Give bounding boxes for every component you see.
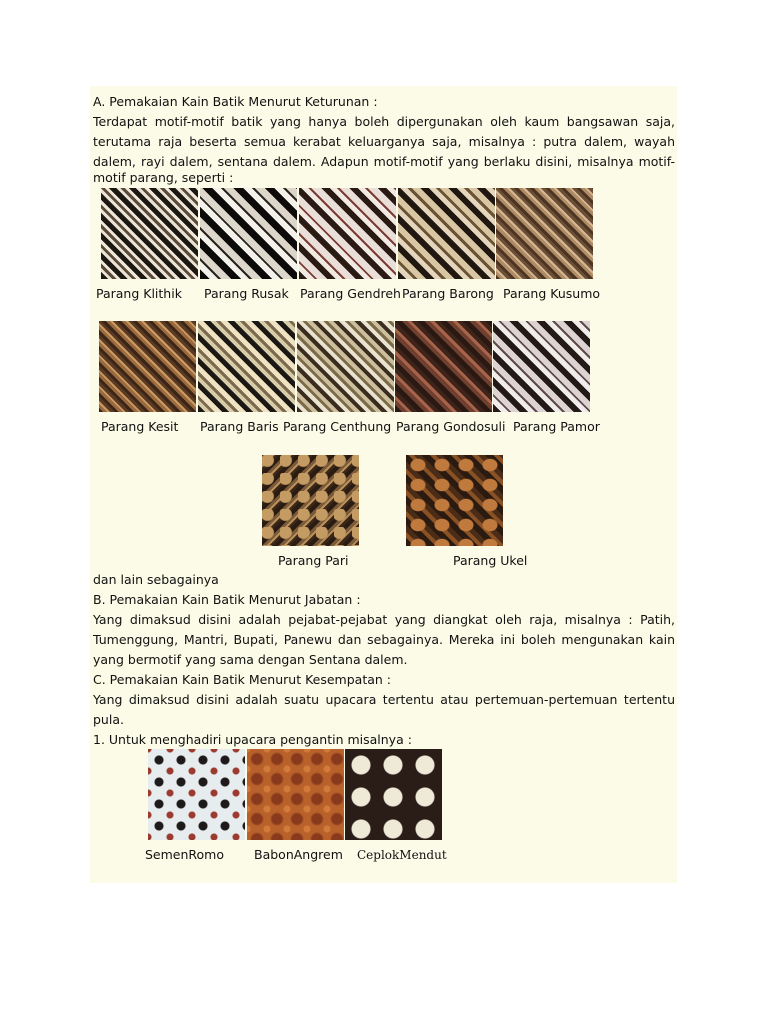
- caption-parang-baris: Parang Baris: [200, 419, 279, 434]
- section-a-line-1: Terdapat motif-motif batik yang hanya boleh dipergunakan oleh kaum bangsawan saja,: [93, 114, 675, 129]
- section-c-heading: C. Pemakaian Kain Batik Menurut Kesempatan :: [93, 672, 391, 687]
- section-b-line-1: Yang dimaksud disini adalah pejabat-pejabat yang diangkat oleh raja, misalnya : Patih,: [93, 612, 675, 627]
- batik-swatch-parang-pamor: [493, 321, 590, 412]
- caption-parang-rusak: Parang Rusak: [204, 286, 289, 301]
- caption-semen-romo: SemenRomo: [145, 847, 225, 862]
- section-c-line-1: Yang dimaksud disini adalah suatu upacara tertentu atau pertemuan-pertemuan tertentu: [93, 692, 675, 707]
- section-c-line-2: pula.: [93, 712, 124, 727]
- caption-babon-angrem: BabonAngrem: [254, 847, 343, 862]
- section-c-item-1: 1. Untuk menghadiri upacara pengantin misalnya :: [93, 732, 412, 747]
- batik-swatch-parang-ukel: [406, 455, 503, 546]
- caption-parang-barong: Parang Barong: [402, 286, 494, 301]
- caption-parang-kesit: Parang Kesit: [101, 419, 179, 434]
- batik-swatch-parang-gendreh: [299, 188, 396, 279]
- caption-parang-pamor: Parang Pamor: [513, 419, 600, 434]
- batik-swatch-parang-centhung: [297, 321, 394, 412]
- caption-parang-gondosuli: Parang Gondosuli: [396, 419, 506, 434]
- section-a-line-3: dalem, rayi dalem, sentana dalem. Adapun motif-motif yang berlaku disini, misalnya motif-: [93, 154, 675, 169]
- caption-parang-pari: Parang Pari: [278, 553, 349, 568]
- batik-swatch-parang-kesit: [99, 321, 196, 412]
- section-b-line-2: Tumenggung, Mantri, Bupati, Panewu dan sebagainya. Mereka ini boleh mengunakan kain: [93, 632, 675, 647]
- caption-ceplok-mendut: CeplokMendut: [357, 848, 447, 862]
- section-b-heading: B. Pemakaian Kain Batik Menurut Jabatan :: [93, 592, 361, 607]
- section-a-closing: dan lain sebagainya: [93, 572, 219, 587]
- caption-parang-kusumo: Parang Kusumo: [503, 286, 601, 301]
- section-a-line-2: terutama raja beserta semua kerabat keluarganya saja, misalnya : putra dalem, wayah: [93, 134, 675, 149]
- caption-parang-ukel: Parang Ukel: [453, 553, 528, 568]
- batik-swatch-parang-rusak: [200, 188, 297, 279]
- batik-swatch-parang-gondosuli: [395, 321, 492, 412]
- batik-swatch-parang-kusumo: [496, 188, 593, 279]
- caption-parang-centhung: Parang Centhung: [283, 419, 392, 434]
- batik-swatch-semen-romo: [148, 749, 245, 840]
- caption-parang-klithik: Parang Klithik: [96, 286, 182, 301]
- batik-swatch-parang-klithik: [101, 188, 198, 279]
- batik-swatch-babon-angrem: [247, 749, 344, 840]
- section-a-line-4: motif parang, seperti :: [93, 170, 234, 185]
- caption-parang-gendreh: Parang Gendreh: [300, 286, 401, 301]
- batik-swatch-parang-barong: [398, 188, 495, 279]
- section-a-heading: A. Pemakaian Kain Batik Menurut Keturunan :: [93, 94, 378, 109]
- batik-swatch-parang-baris: [198, 321, 295, 412]
- batik-swatch-ceplok-mendut: [345, 749, 442, 840]
- batik-swatch-parang-pari: [262, 455, 359, 546]
- section-b-line-3: yang bermotif yang sama dengan Sentana dalem.: [93, 652, 408, 667]
